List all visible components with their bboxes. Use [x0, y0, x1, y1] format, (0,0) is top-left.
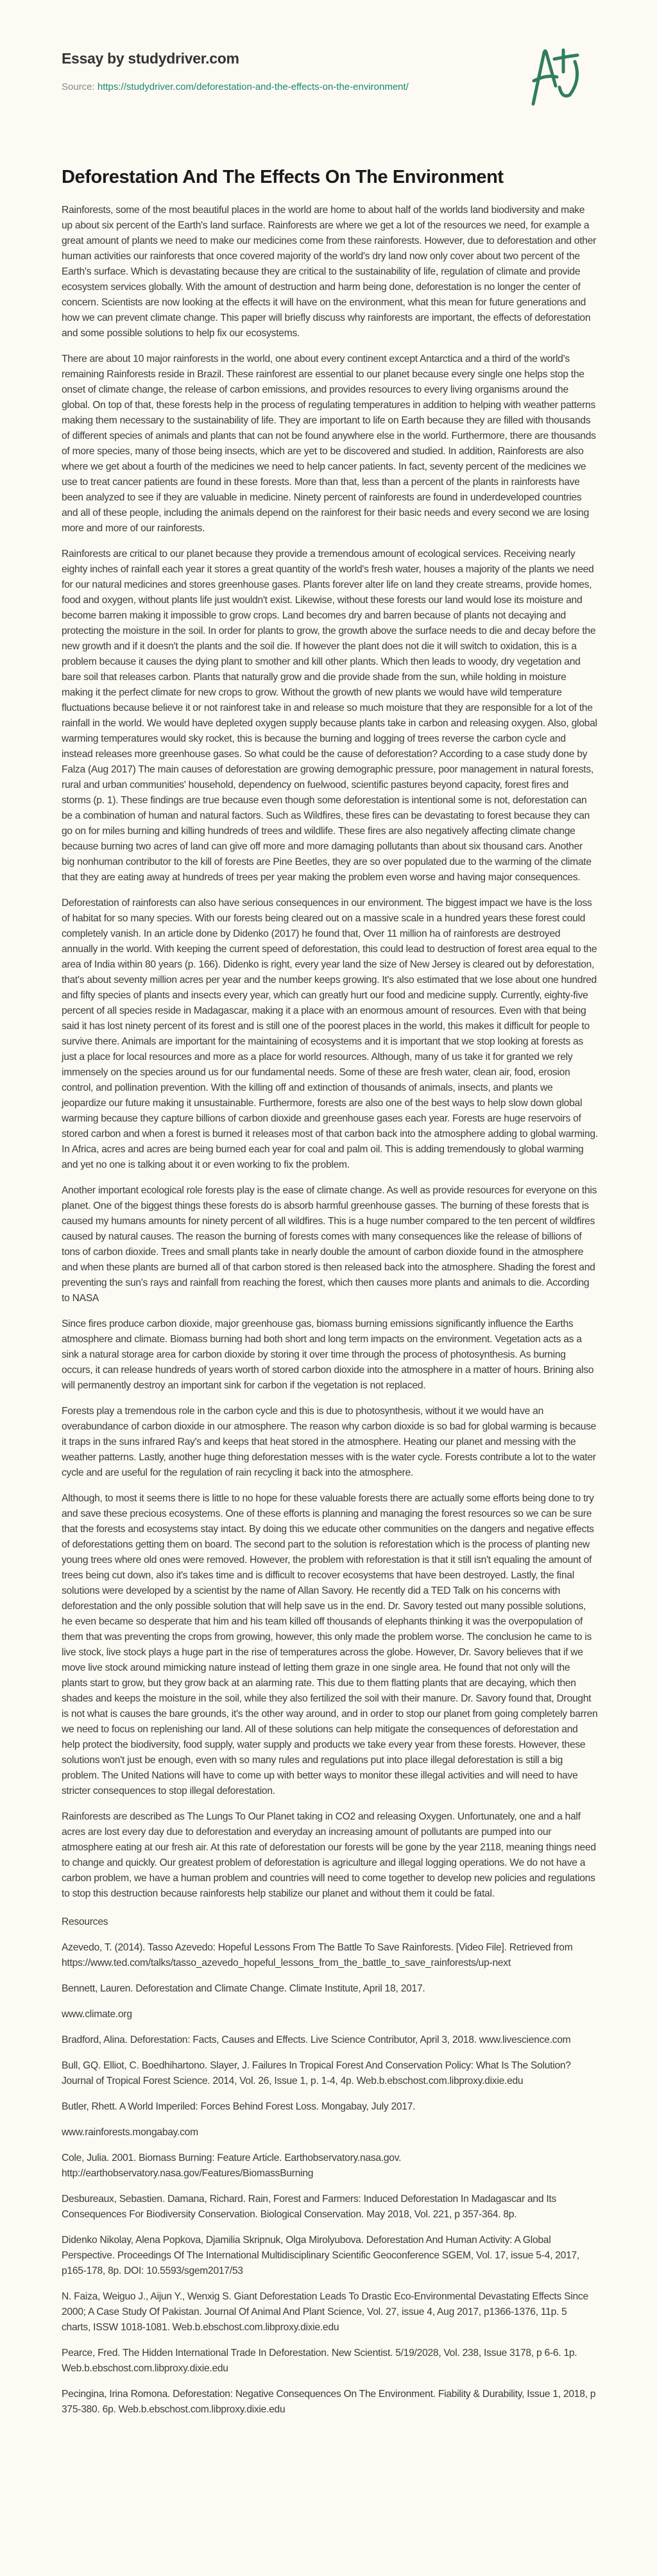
paragraph: Although, to most it seems there is little to no hope for these valuable forests there are actually some efforts being done to try and save these precious ecosystems. One of these efforts is planning and managing the forest resources so we can be sure that the forests and ecosystems stay intact. By doing this we educate other communities on the dangers and negative effects of deforestations getting them on board. The second part to the solution is reforestation which is the process of planting new young trees where old ones were removed. However, the problem with reforestation is that it still isn't equaling the amount of trees being cut down, also it's takes time and is difficult to recover ecosystems that have been destroyed. Lastly, the final solutions were developed by a scientist by the name of Allan Savory. He recently did a TED Talk on his concerns with deforestation and the only possible solution that will help save us in the end. Dr. Savory tested out many possible solutions, he even became so desperate that him and his team killed off thousands of elephants thinking it was the overpopulation of them that was preventing the crops from growing, however, this only made the problem worse. The conclusion he came to is live stock, live stock plays a huge part in the rise of temperatures across the globe. However, Dr. Savory believes that if we move live stock around mimicking nature instead of letting them graze in one single area. He found that not only will the plants start to grow, but they grow back at an alarming rate. This due to them flatting plants that are decaying, which then shades and keeps the moisture in the soil, while they also fertilized the soil with their manure. Dr. Savory found that, Drought is not what is causes the bare grounds, it's the other way around, and in order to stop our planet from going completely barren we need to focus on replenishing our land. All of these solutions can help mitigate the consequences of deforestation and help protect the biodiversity, food supply, water supply and products we take every year from these forests. However, these solutions won't just be enough, even with so many rules and regulations put into place illegal deforestation is still a big problem. The United Nations will have to come up with better ways to monitor these illegal activities and will need to have stricter consequences to stop illegal deforestation. — [62, 1493, 598, 1796]
a-plus-logo-icon — [530, 47, 594, 109]
paragraph: Deforestation of rainforests can also have serious consequences in our environment. The biggest impact we have is the loss of habitat for so many species. With our forests being cleared out on a massive scale in a hundred years these forest could completely vanish. In an article done by Didenko (2017) he found that, Over 11 million ha of rainforests are destroyed annually in the world. With keeping the current speed of deforestation, this could lead to destruction of forest area equal to the area of India within 80 years (p. 166). Didenko is right, every year land the size of New Jersey is cleared out by deforestation, that's about seventy million acres per year and the number keeps growing. It's also estimated that we lose about one hundred and fifty species of plants and insects every year, which can greatly hurt our food and medicine supply. Currently, eighty-five percent of all species reside in Madagascar, making it a place with an enormous amount of resources. Even with that being said it has lost ninety percent of its forest and is still one of the poorest places in the world, this makes it difficult for people to survive there. Animals are important for the maintaining of ecosystems and it is important that we stop looking at forests as just a place for local resources and more as a place for world resources. Although, many of us take it for granted we rely immensely on the species around us for our fundamental needs. Some of these are fresh water, clean air, food, erosion control, and pollination prevention. With the killing off and extinction of thousands of animals, insects, and plants we jeopardize our future making it unsustainable. Furthermore, forests are also one of the best ways to help slow down global warming because they capture billions of carbon dioxide and greenhouse gases each year. Forests are huge reservoirs of stored carbon and when a forest is burned it releases most of that carbon back into the atmosphere adding to global warming. In Africa, acres and acres are being burned each year for coal and palm oil. This is adding tremendously to global warming and yet no one is talking about it or even working to fix the problem. — [62, 898, 598, 1170]
page-header — [62, 50, 598, 166]
paragraph: Forests play a tremendous role in the carbon cycle and this is due to photosynthesis, without it we would have an overabundance of carbon dioxide in our atmosphere. The reason why carbon dioxide is so bad for global warming is because it traps in the suns infrared Ray's and keeps that heat stored in the atmosphere. Heating our planet and messing with the weather patterns. Lastly, another huge thing deforestation messes with is the water cycle. Forests contribute a lot to the water cycle and are useful for the regulation of rain recycling it back into the atmosphere. — [62, 1406, 597, 1478]
reference-item: Desbureaux, Sebastien. Damana, Richard. Rain, Forest and Farmers: Induced Deforestation In Madagascar and Its Consequences For Biodiversity Conservation. Biological Conservation. May 2018, Vol. 221, p 357-364. 8p. — [62, 2194, 557, 2220]
paragraph: Rainforests are critical to our planet because they provide a tremendous amount of ecological services. Receiving nearly eighty inches of rainfall each year it stores a great quantity of the world's fresh water, houses a majority of the plants we need for our natural medicines and stores greenhouse gases. Plants forever alter life on land they create streams, provide homes, food and oxygen, without plants life just wouldn't exist. Likewise, without these forests our land would lose its moisture and become barren making it impossible to grow crops. Land becomes dry and barren because of plants not decaying and protecting the moisture in the soil. In order for plants to grow, the growth above the surface needs to die and decay before the new growth and if it doesn't the plants and the soil die. If however the plant does not die it will switch to oxidation, this is a problem because it causes the dying plant to smother and kill other plants. Which then leads to woody, dry vegetation and bare soil that releases carbon. Plants that naturally grow and die provide shade from the sun, while holding in moisture making it the perfect climate for new crops to grow. Without the growth of new plants we would have wild temperature fluctuations because believe it or not rainforest take in and release so much moisture that they are responsible for a lot of the rainfall in the world. We would have depleted oxygen supply because plants take in carbon and releasing oxygen. Also, global warming temperatures would sky rocket, this is because the burning and logging of trees reverse the carbon cycle and instead releases more greenhouse gases. So what could be the cause of deforestation? According to a case study done by Falza (Aug 2017) The main causes of deforestation are growing demographic pressure, poor management in natural forests, rural and urban communities' household, dependency on fuelwood, scientific pastures beyond capacity, forest fires and storms (p. 1). These findings are true because even though some deforestation is intentional some is not, deforestation can be a combination of human and natural factors. Such as Wildfires, these fires can be devastating to forest because they can go on for miles burning and killing hundreds of trees and wildlife. These fires are also negatively affecting climate change because burning two acres of land can give off more and more damaging pollutants than about six thousand cars. Another big nonhuman contributor to the kill of forests are Pine Beetles, they are so over populated due to the warming of the climate that they are eating away at hundreds of trees per year making the problem even worse and having major consequences. — [62, 549, 597, 883]
references-list — [62, 1940, 598, 2418]
reference-item: Bennett, Lauren. Deforestation and Climate Change. Climate Institute, April 18, 2017. — [62, 1983, 425, 1994]
paragraph: Rainforests, some of the most beautiful places in the world are home to about half of the worlds land biodiversity and make up about six percent of the Earth's land surface. Rainforests are where we get a lot of the resources we need, for example a great amount of plants we need to make our medicines come from these rainforests. However, due to deforestation and other human activities our rainforests that once covered majority of the world's dry land now only cover about two percent of the Earth's surface. Which is devastating because they are critical to the sustainability of life, regulation of climate and provide ecosystem services globally. With the amount of destruction and harm being done, deforestation is no longer the center of concern. Scientists are now looking at the effects it will have on the environment, what this mean for future generations and how we can prevent climate change. This paper will briefly discuss why rainforests are important, the effects of deforestation and some possible solutions to help fix our ecosystems. — [62, 205, 597, 339]
reference-item: Bull, GQ. Elliot, C. Boedhihartono. Slayer, J. Failures In Tropical Forest And Conservation Policy: What Is The Solution? Journal of Tropical Forest Science. 2014, Vol. 26, Issue 1, p. 1-4, 4p. Web.b.ebschost.com.libproxy.dixie.edu — [62, 2060, 571, 2086]
essay-title: Deforestation And The Effects On The Environment — [62, 167, 504, 187]
reference-item: www.rainforests.mongabay.com — [62, 2127, 198, 2138]
essay-body — [62, 203, 598, 1902]
source-link[interactable]: https://studydriver.com/deforestation-and-the-effects-on-the-environment/ — [97, 81, 409, 92]
reference-item: Pearce, Fred. The Hidden International Trade In Deforestation. New Scientist. 5/19/2028, Vol. 238, Issue 3178, p 6-6. 1p. Web.b.ebschost.com.libproxy.dixie.edu — [62, 2348, 577, 2374]
reference-item: Pecingina, Irina Romona. Deforestation: Negative Consequences On The Environment. Fiability & Durability, Issue 1, 2018, p 375-380. 6p. Web.b.ebschost.com.libproxy.dixie.edu — [62, 2389, 596, 2415]
paragraph: There are about 10 major rainforests in the world, one about every continent except Antarctica and a third of the world's remaining Rainforests reside in Brazil. These rainforest are essential to our planet because every single one helps stop the onset of climate change, the release of carbon emissions, and provides resources to every living organisms around the global. On top of that, these forests help in the process of regulating temperatures in addition to helping with weather patterns making them necessary to the sustainability of life. They are important to life on Earth because they are filled with thousands of different species of animals and plants that can not be found anywhere else in the world. Furthermore, there are thousands of more species, many of those being insects, which are yet to be discovered and studied. In addition, Rainforests are also where we get about a fourth of the medicines we need to help cancer patients. In fact, seventy percent of the medicines we use to treat cancer patients are found in these forests. More than that, less than a percent of the plants in rainforests have been analyzed to see if they are valuable in medicine. Ninety percent of rainforests are found in underdeveloped countries and all of these people, including the animals depend on the rainforest for their basic needs and every second we are losing more and more of our rainforests. — [62, 354, 596, 534]
reference-item: Bradford, Alina. Deforestation: Facts, Causes and Effects. Live Science Contributor, April 3, 2018. www.livescience.com — [62, 2034, 571, 2045]
source-label: Source: — [62, 81, 95, 92]
resources-heading: Resources — [62, 1916, 108, 1927]
reference-item: www.climate.org — [62, 2009, 132, 2020]
reference-item: Azevedo, T. (2014). Tasso Azevedo: Hopeful Lessons From The Battle To Save Rainforests. [Video File]. Retrieved from https://www.ted.com/talks/tasso_azevedo_hopeful_lessons_from_the_battle_to_save_rainforests/up-next — [62, 1942, 573, 1968]
site-brand: Essay by studydriver.com — [62, 50, 239, 67]
source-line — [62, 81, 598, 92]
paragraph: Since fires produce carbon dioxide, major greenhouse gas, biomass burning emissions significantly influence the Earths atmosphere and climate. Biomass burning had both short and long term impacts on the environment. Vegetation acts as a sink a natural storage area for carbon dioxide by storing it over time through the process of photosynthesis. As burning occurs, it can release hundreds of years worth of stored carbon dioxide into the atmosphere in a matter of hours. Brining also will permanently destroy an important sink for carbon if the vegetation is not replaced. — [62, 1318, 594, 1391]
paragraph: Another important ecological role forests play is the ease of climate change. As well as provide resources for everyone on this planet. One of the biggest things these forests do is absorb harmful greenhouse gasses. The burning of these forests that is caused my humans amounts for ninety percent of all wildfires. This is a huge number compared to the ten percent of wildfires caused by natural causes. The reason the burning of forests comes with many consequences like the release of billions of tons of carbon dioxide. Trees and small plants take in nearly double the amount of carbon dioxide found in the atmosphere and when these plants are burned all of that carbon stored is then released back into the atmosphere. Shading the forest and preventing the sun's rays and rainfall from reaching the forest, which then causes more plants and animals to die. According to NASA — [62, 1185, 597, 1304]
reference-item: Cole, Julia. 2001. Biomass Burning: Feature Article. Earthobservatory.nasa.gov. http://earthobservatory.nasa.gov/Features/BiomassBurning — [62, 2153, 402, 2179]
reference-item: Butler, Rhett. A World Imperiled: Forces Behind Forest Loss. Mongabay, July 2017. — [62, 2101, 416, 2112]
paragraph: Rainforests are described as The Lungs To Our Planet taking in CO2 and releasing Oxygen. Unfortunately, one and a half acres are lost every day due to deforestation and everyday an increasing amount of pollutants are pumped into our atmosphere eating at our fresh air. At this rate of deforestation our forests will be gone by the year 2118, meaning things need to change and quickly. Our greatest problem of deforestation is agriculture and illegal logging operations. We do not have a carbon problem, we have a human problem and countries will need to come together to develop new policies and regulations to stop this destruction because rainforests help stabilize our planet and without them it could be fatal. — [62, 1811, 596, 1899]
reference-item: Didenko Nikolay, Alena Popkova, Djamilia Skripnuk, Olga Mirolyubova. Deforestation And Human Activity: A Global Perspective. Proceedings Of The International Multidisciplinary Scientific Geoconference SGEM, Vol. 17, issue 5-4, 2017, p165-178, 8p. DOI: 10.5593/sgem2017/53 — [62, 2235, 580, 2276]
reference-item: N. Faiza, Weiguo J., Aijun Y., Wenxig S. Giant Deforestation Leads To Drastic Eco-Environmental Devastating Effects Since 2000; A Case Study Of Pakistan. Journal Of Animal And Plant Science, Vol. 27, issue 4, Aug 2017, p1366-1376, 11p. 5 charts, ISSW 1018-1081. Web.b.ebschost.com.libproxy.dixie.edu — [62, 2291, 588, 2333]
